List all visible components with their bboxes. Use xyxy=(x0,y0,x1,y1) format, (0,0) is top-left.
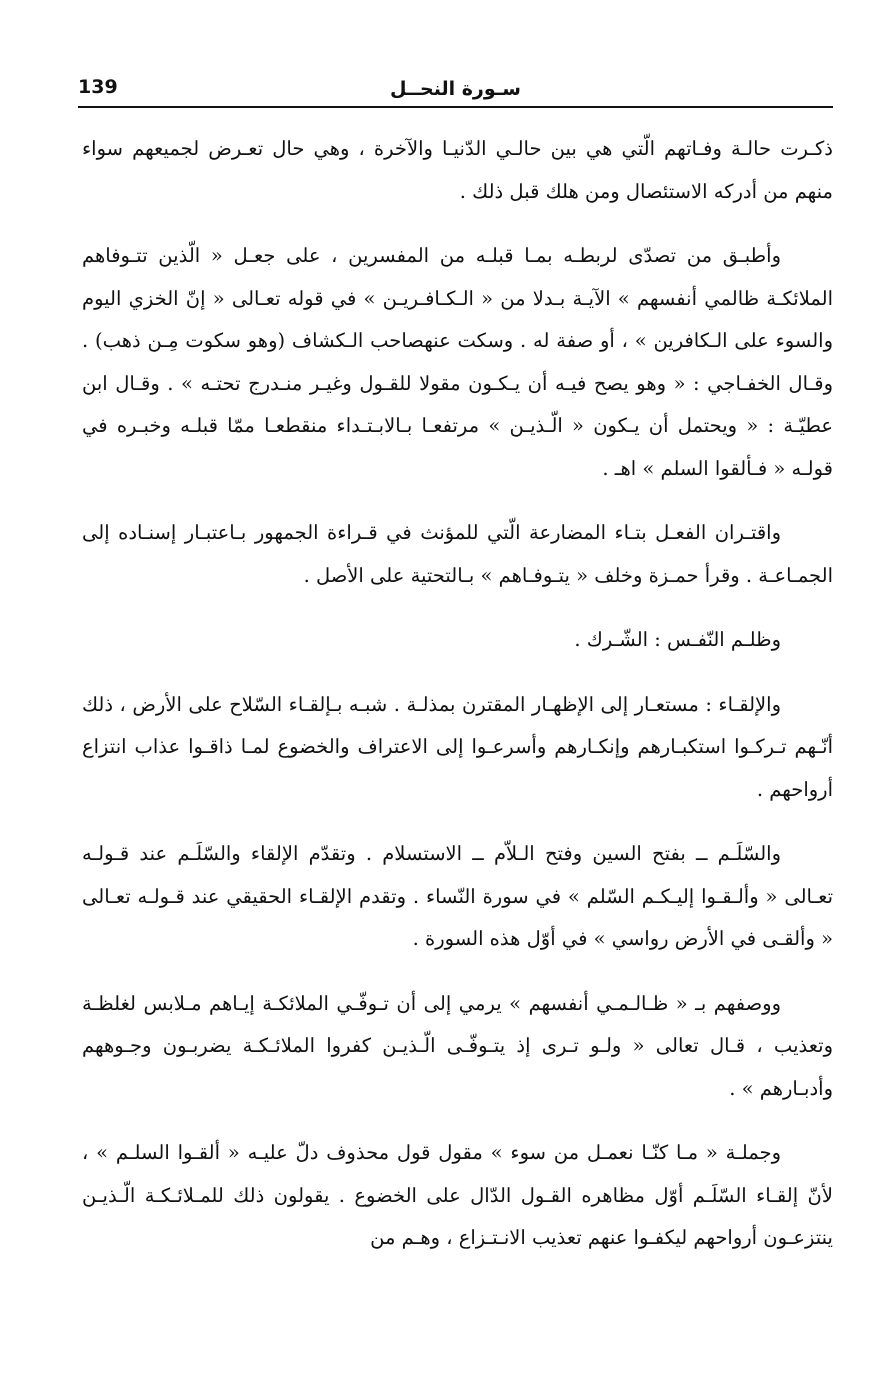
paragraph-8: وجملـة « مـا كنّـا نعمـل من سوء » مقول قول محذوف دلّ عليـه « ألقـوا السلـم » ، لأنّ إلقـاء السّلَـم أوّل مظاهره القـول الدّال على الخضوع . يقولون ذلك للمـلائـكـة الّـذيـن ينتزعـون أرواحهم ليكفـوا عنهم تعذيب الانـتـزاع ، وهـم من xyxy=(82,1141,833,1249)
paragraph-4: وظلـم النّفـس : الشّـرك . xyxy=(574,628,781,651)
paragraph-1: ذكـرت حالـة وفـاتهم الّتي هي بين حالـي الدّنيـا والآخرة ، وهي حال تعـرض لجميعهم سواء منهم من أدركه الاستئصال ومن هلك قبل ذلك . xyxy=(82,137,833,203)
paragraph-6: والسّلَـم ــ بفتح السين وفتح الـلاّم ــ الاستسلام . وتقدّم الإلقاء والسّلَـم عند قـولـه تعـالى « وألـقـوا إليـكـم السّلم » في سورة النّساء . وتقدم الإلقـاء الحقيقي عند قـولـه تعـالى « وألقـى في الأرض رواسي » في أوّل هذه السورة . xyxy=(82,842,833,950)
paragraph-5: والإلقـاء : مستعـار إلى الإظهـار المقترن بمذلـة . شبـه بـإلقـاء السّلاح على الأرض ، ذلك أنّـهم تـركـوا استكبـارهم وإنكـارهم وأسرعـوا إلى الاعتراف والخضوع لمـا ذاقـوا عذاب انتزاع أرواحهم . xyxy=(82,692,833,801)
running-title: سـورة النحــل xyxy=(390,78,521,100)
paragraph-7: ووصفهم بـ « ظـالـمـي أنفسهم » يرمي إلى أن تـوفّـي الملائكـة إيـاهم مـلابس لغلظـة وتعذيب ، قـال تعالى « ولـو تـرى إذ يتـوفّـى الّـذيـن كفروا الملائـكـة يضربـون وجـوههم وأدبـارهم » . xyxy=(82,991,833,1100)
body-text xyxy=(82,128,833,1260)
paragraph-3: واقتـران الفعـل بتـاء المضارعة الّتي للمؤنث في قـراءة الجمهور بـاعتبـار إسنـاده إلى الجمـاعـة . وقرأ حمـزة وخلف « يتـوفـاهم » بـالتحتية على الأصل . xyxy=(82,521,833,587)
page-header xyxy=(78,72,833,108)
header-rule xyxy=(78,106,833,108)
paragraph-2: وأطبـق من تصدّى لربطـه بمـا قبلـه من المفسرين ، على جعـل « الّذين تتـوفاهم الملائكـة ظالمي أنفسهم » الآيـة بـدلا من « الـكـافـريـن » في قوله تعـالى « إنّ الخزي اليوم والسوء على الـكافرين » ، أو صفة له . وسكت عنهصاحب الـكشاف (وهو سكوت مِـن ذهب) . وقـال الخفـاجي : « وهو يصح فيـه أن يـكـون مقولا للقـول وغيـر منـدرج تحتـه » . وقـال ابن عطيّـة : « ويحتمل أن يـكون « الّـذيـن » مرتفعـا بـالابـتـداء منقطعـا ممّا قبلـه وخبـره في قولـه « فـألقوا السلم » اهـ . xyxy=(82,244,833,480)
page-number: 139 xyxy=(78,76,118,98)
